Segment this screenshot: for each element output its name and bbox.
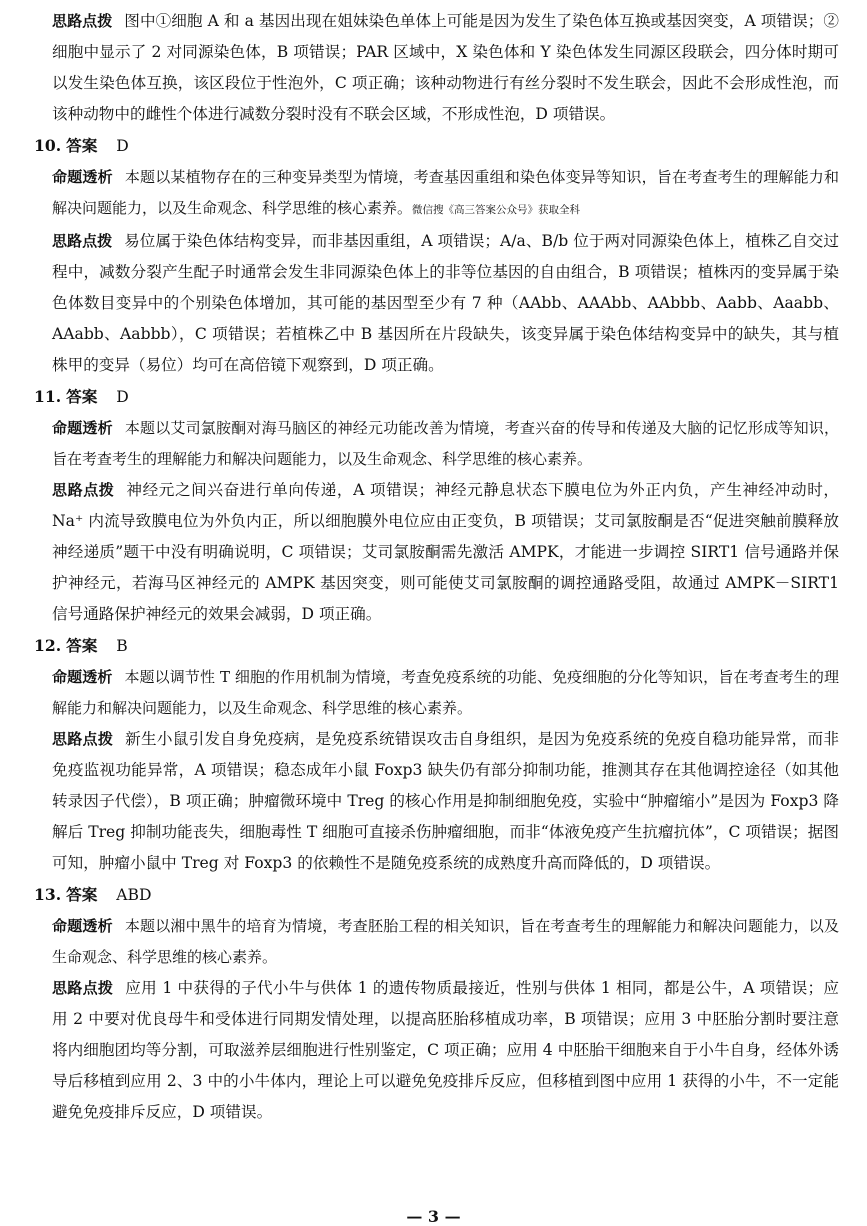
ideas-text: 易位属于染色体结构变异，而非基因重组，A 项错误；A/a、B/b 位于两对同源染色体上，植株乙自交过程中，减数分裂产生配子时通常会发生非同源染色体上的非等位基因的自由组合，B 项错误；植株丙的变异属于染色体数目变异中的个别染色体增加，其可能的基因型至少有 7 种（AAbb、AAAbb、AAbbb、Aabb、Aaabb、AAabb、Aabbb），C 项错误；若植株乙中 B 基因所在片段缺失，该变异属于染色体结构变异中的缺失，其与植株甲的变异（易位）均可在高倍镜下观察到，D 项正确。 xyxy=(52,232,839,374)
ideas-text: 新生小鼠引发自身免疫病，是免疫系统错误攻击自身组织，是因为免疫系统的免疫自稳功能异常，而非免疫监视功能异常，A 项错误；稳态成年小鼠 Foxp3 缺失仍有部分抑制功能，推测其存在其他调控途径（如其他转录因子代偿），B 项正确；肿瘤微环境中 Treg 的核心作用是抑制细胞免疫，实验中“肿瘤缩小”是因为 Foxp3 降解后 Treg 抑制功能丧失，细胞毒性 T 细胞可直接杀伤肿瘤细胞，而非“体液免疫产生抗瘤抗体”，C 项错误；据图可知，肿瘤小鼠中 Treg 对 Foxp3 的依赖性不是随免疫系统的成熟度升高而降低的，D 项错误。 xyxy=(52,730,839,872)
ideas-label: 思路点拨 xyxy=(52,481,115,499)
question-12-header xyxy=(34,630,839,662)
ideas-text: 应用 1 中获得的子代小牛与供体 1 的遗传物质最接近，性别与供体 1 相同，都是公牛，A 项错误；应用 2 中要对优良母牛和受体进行同期发情处理，以提高胚胎移植成功率，B 项错误；应用 3 中胚胎分割时要注意将内细胞团均等分割，可取滋养层细胞进行性别鉴定，C 项正确；应用 4 中胚胎干细胞来自于小牛自身，经体外诱导后移植到应用 2、3 中的小牛体内，理论上可以避免免疫排斥反应，但移植到图中应用 1 获得的小牛，不一定能避免免疫排斥反应，D 项错误。 xyxy=(52,979,839,1121)
footer-dash-left: — xyxy=(406,1207,428,1226)
analysis-text: 本题以湘中黑牛的培育为情境，考查胚胎工程的相关知识，旨在考查考生的理解能力和解决问题能力，以及生命观念、科学思维的核心素养。 xyxy=(52,917,839,966)
analysis-label: 命题透析 xyxy=(52,668,113,686)
answer-label: 答案 xyxy=(66,136,98,155)
question-number: 11. xyxy=(34,387,62,406)
question-12-ideas xyxy=(34,724,839,879)
question-13-header xyxy=(34,879,839,911)
watermark-note: 微信搜《高三答案公众号》获取全科 xyxy=(412,204,581,216)
question-10-ideas xyxy=(34,226,839,381)
question-10-analysis xyxy=(34,162,839,226)
answer-value: D xyxy=(116,137,129,155)
ideas-label: 思路点拨 xyxy=(52,730,114,748)
q9-ideas-paragraph xyxy=(34,6,839,130)
answer-value: D xyxy=(116,388,129,406)
answer-label: 答案 xyxy=(66,387,98,406)
ideas-label: 思路点拨 xyxy=(52,232,113,250)
question-11-analysis xyxy=(34,413,839,475)
analysis-text: 本题以某植物存在的三种变异类型为情境，考查基因重组和染色体变异等知识，旨在考查考生的理解能力和解决问题能力，以及生命观念、科学思维的核心素养。 xyxy=(52,168,839,217)
page-footer xyxy=(0,1207,867,1226)
question-number: 12. xyxy=(34,636,62,655)
q9-ideas-text: 图中①细胞 A 和 a 基因出现在姐妹染色单体上可能是因为发生了染色体互换或基因突变，A 项错误；②细胞中显示了 2 对同源染色体，B 项错误；PAR 区域中，X 染色体和 Y 染色体发生同源区段联会，四分体时期可以发生染色体互换，该区段位于性泡外，C 项正确；该种动物进行有丝分裂时不发生联会，因此不会形成性泡，而该种动物中的雌性个体进行减数分裂时没有不联会区域，不形成性泡，D 项错误。 xyxy=(52,12,839,123)
answer-value: B xyxy=(116,637,128,655)
question-12-analysis xyxy=(34,662,839,724)
question-10-header xyxy=(34,130,839,162)
answer-label: 答案 xyxy=(66,885,98,904)
ideas-label: 思路点拨 xyxy=(52,12,113,30)
question-11-ideas xyxy=(34,475,839,630)
question-number: 13. xyxy=(34,885,62,904)
analysis-label: 命题透析 xyxy=(52,917,113,935)
question-13-analysis xyxy=(34,911,839,973)
analysis-label: 命题透析 xyxy=(52,168,113,186)
analysis-text: 本题以艾司氯胺酮对海马脑区的神经元功能改善为情境，考查兴奋的传导和传递及大脑的记忆形成等知识，旨在考查考生的理解能力和解决问题能力，以及生命观念、科学思维的核心素养。 xyxy=(52,419,839,468)
page-number: 3 xyxy=(427,1207,440,1226)
analysis-text: 本题以调节性 T 细胞的作用机制为情境，考查免疫系统的功能、免疫细胞的分化等知识，旨在考查考生的理解能力和解决问题能力，以及生命观念、科学思维的核心素养。 xyxy=(52,668,839,717)
question-number: 10. xyxy=(34,136,62,155)
ideas-label: 思路点拨 xyxy=(52,979,114,997)
analysis-label: 命题透析 xyxy=(52,419,113,437)
question-13-ideas xyxy=(34,973,839,1128)
answer-value: ABD xyxy=(116,886,152,904)
answer-label: 答案 xyxy=(66,636,98,655)
question-11-header xyxy=(34,381,839,413)
footer-dash-right: — xyxy=(439,1207,461,1226)
ideas-text: 神经元之间兴奋进行单向传递，A 项错误；神经元静息状态下膜电位为外正内负，产生神经冲动时，Na⁺ 内流导致膜电位为外负内正，所以细胞膜外电位应由正变负，B 项错误；艾司氯胺酮是否“促进突触前膜释放神经递质”题干中没有明确说明，C 项错误；艾司氯胺酮需先激活 AMPK，才能进一步调控 SIRT1 信号通路并保护神经元，若海马区神经元的 AMPK 基因突变，则可能使艾司氯胺酮的调控通路受阻，故通过 AMPK－SIRT1 信号通路保护神经元的效果会减弱，D 项正确。 xyxy=(52,481,839,623)
